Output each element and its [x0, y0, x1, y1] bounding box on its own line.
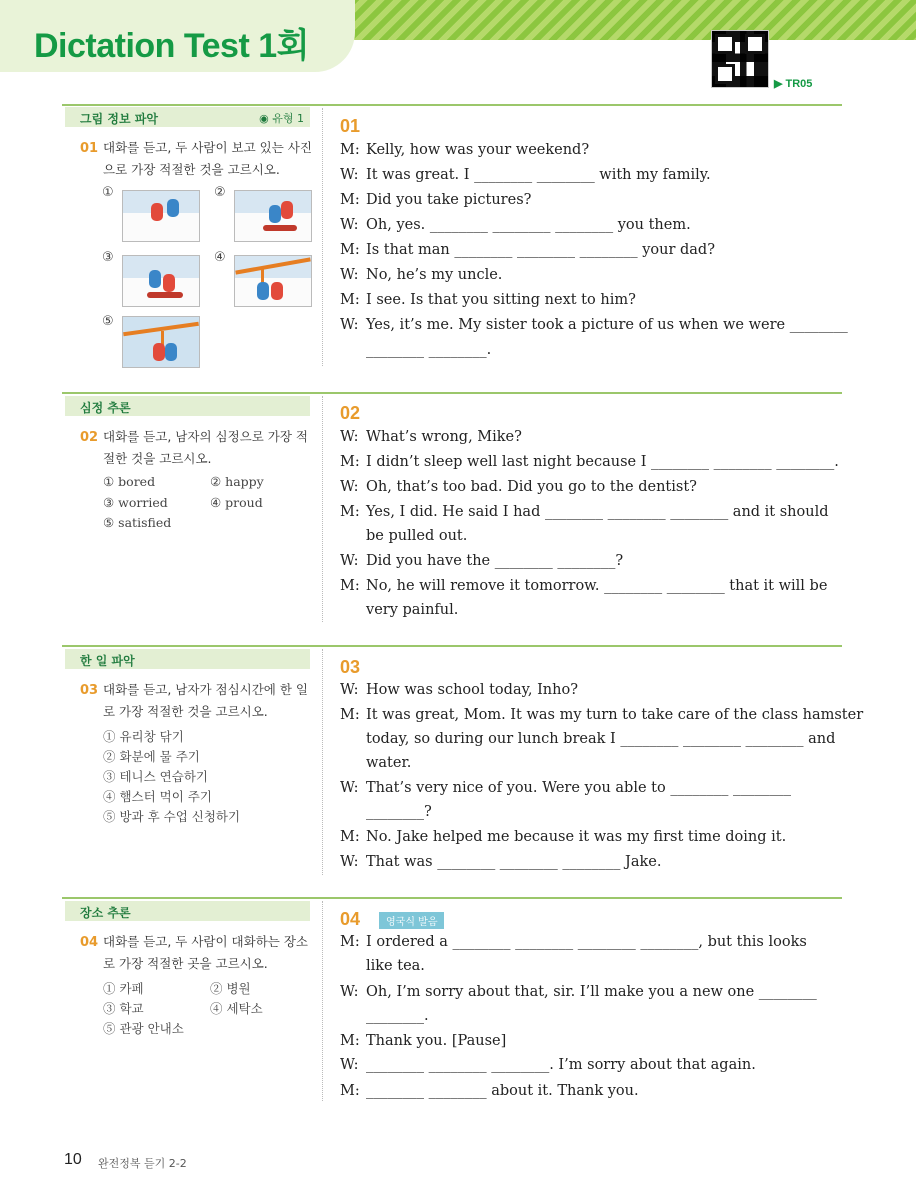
speaker-label: W: [340, 854, 359, 870]
dialogue-text: Oh, I’m sorry about that, sir. I’ll make you a new one ________ [366, 984, 817, 1000]
column-divider [322, 901, 323, 1101]
dialogue-text: What’s wrong, Mike? [366, 429, 522, 445]
speaker-label: M: [340, 292, 360, 308]
option[interactable]: ④ 세탁소 [210, 1001, 263, 1016]
option-number: ③ [102, 250, 114, 265]
dialogue-text: It was great. I ________ ________ with my family. [366, 167, 711, 183]
book-title: 완전정복 듣기 2-2 [98, 1157, 187, 1170]
dialogue-text: No. Jake helped me because it was my first time doing it. [366, 829, 787, 845]
dialogue-text: like tea. [366, 958, 425, 974]
question-number: 01 [80, 141, 99, 156]
header-stripes [300, 0, 916, 40]
speaker-label: W: [340, 267, 359, 283]
picture-option-1[interactable] [122, 190, 200, 242]
dialogue-text: be pulled out. [366, 528, 468, 544]
speaker-label: M: [340, 829, 360, 845]
dialogue-number: 01 [340, 116, 361, 136]
option[interactable]: ⑤ 관광 안내소 [103, 1021, 184, 1036]
speaker-label: M: [340, 707, 360, 723]
question-text: 대화를 듣고, 남자의 심정으로 가장 적절한 것을 고르시오. [103, 429, 308, 466]
speaker-label: W: [340, 1057, 359, 1073]
picture-option-2[interactable] [234, 190, 312, 242]
dialogue-text: Yes, I did. He said I had ________ ________ ________ and it should [366, 504, 829, 520]
dialogue-number: 03 [340, 657, 361, 677]
option[interactable]: ④ proud [210, 495, 263, 510]
speaker-label: W: [340, 780, 359, 796]
question-number: 02 [80, 430, 99, 445]
dialogue-text: Is that man ________ ________ ________ your dad? [366, 242, 715, 258]
option[interactable]: ⑤ 방과 후 수업 신청하기 [103, 809, 241, 824]
dialogue-text: very painful. [366, 602, 459, 618]
speaker-label: W: [340, 217, 359, 233]
dialogue-text: water. [366, 755, 412, 771]
speaker-label: M: [340, 142, 360, 158]
page-number: 10 [64, 1151, 82, 1168]
option[interactable]: ③ 학교 [103, 1001, 144, 1016]
question-number: 04 [80, 935, 99, 950]
option[interactable]: ③ worried [103, 495, 168, 510]
dialogue-text: Kelly, how was your weekend? [366, 142, 590, 158]
speaker-label: W: [340, 429, 359, 445]
option[interactable]: ④ 햄스터 먹이 주기 [103, 789, 212, 804]
speaker-label: W: [340, 553, 359, 569]
picture-option-4[interactable] [234, 255, 312, 307]
dialogue-text: Thank you. [Pause] [366, 1033, 507, 1049]
speaker-label: W: [340, 682, 359, 698]
picture-option-5[interactable] [122, 316, 200, 368]
option[interactable]: ① 카페 [103, 981, 144, 996]
option-number: ① [102, 185, 114, 200]
dialogue-text: That was ________ ________ ________ Jake. [366, 854, 662, 870]
dialogue-number: 04 [340, 909, 361, 929]
dialogue-text: I didn’t sleep well last night because I ________ ________ ________. [366, 454, 839, 470]
column-divider [322, 108, 323, 366]
dialogue-text: That’s very nice of you. Were you able to ________ ________ [366, 780, 791, 796]
speaker-label: M: [340, 242, 360, 258]
dialogue-text: Yes, it’s me. My sister took a picture of us when we were ________ [366, 317, 848, 333]
speaker-label: W: [340, 167, 359, 183]
option[interactable]: ② happy [210, 474, 264, 489]
question-number: 03 [80, 683, 99, 698]
speaker-label: W: [340, 984, 359, 1000]
speaker-label: M: [340, 454, 360, 470]
option-number: ⑤ [102, 314, 114, 329]
dialogue-text: I see. Is that you sitting next to him? [366, 292, 636, 308]
dialogue-text: Oh, that’s too bad. Did you go to the dentist? [366, 479, 697, 495]
question-text: 대화를 듣고, 남자가 점심시간에 한 일로 가장 적절한 것을 고르시오. [103, 682, 308, 719]
question-type-label: 그림 정보 파악 [80, 112, 158, 126]
dialogue-text: ________ ________. [366, 342, 492, 358]
question-type-label: 장소 추론 [80, 906, 131, 920]
column-divider [322, 649, 323, 875]
accent-tag: 영국식 발음 [379, 912, 444, 929]
speaker-label: M: [340, 1083, 360, 1099]
column-divider [322, 396, 323, 622]
option[interactable]: ② 화분에 물 주기 [103, 749, 200, 764]
option[interactable]: ② 병원 [210, 981, 251, 996]
option[interactable]: ① 유리창 닦기 [103, 729, 184, 744]
option-number: ④ [214, 250, 226, 265]
dialogue-text: No, he will remove it tomorrow. ________ ________ that it will be [366, 578, 828, 594]
dialogue-text: ________? [366, 804, 432, 820]
dialogue-text: It was great, Mom. It was my turn to take care of the class hamster [366, 707, 864, 723]
section-divider [62, 645, 842, 647]
dialogue-text: Oh, yes. ________ ________ ________ you them. [366, 217, 691, 233]
type-badge: ◉ 유형 1 [259, 112, 304, 125]
speaker-label: M: [340, 1033, 360, 1049]
question-text: 대화를 듣고, 두 사람이 보고 있는 사진으로 가장 적절한 것을 고르시오. [103, 140, 312, 177]
speaker-label: W: [340, 479, 359, 495]
speaker-label: W: [340, 317, 359, 333]
speaker-label: M: [340, 192, 360, 208]
speaker-label: M: [340, 578, 360, 594]
page-title: Dictation Test 1회 [34, 27, 309, 65]
question-text: 대화를 듣고, 두 사람이 대화하는 장소로 가장 적절한 곳을 고르시오. [103, 934, 308, 971]
dialogue-text: today, so during our lunch break I ________ ________ ________ and [366, 731, 836, 747]
speaker-label: M: [340, 504, 360, 520]
dialogue-number: 02 [340, 403, 361, 423]
dialogue-text: Did you take pictures? [366, 192, 532, 208]
question-type-label: 한 일 파악 [80, 654, 135, 668]
speaker-label: M: [340, 934, 360, 950]
dialogue-text: How was school today, Inho? [366, 682, 578, 698]
option[interactable]: ① bored [103, 474, 156, 489]
section-divider [62, 897, 842, 899]
section-divider [62, 104, 842, 106]
dialogue-text: ________ ________ ________. I’m sorry about that again. [366, 1057, 756, 1073]
track-label: ▶ TR05 [774, 78, 813, 90]
section-divider [62, 392, 842, 394]
option[interactable]: ③ 테니스 연습하기 [103, 769, 208, 784]
question-type-label: 심정 추론 [80, 401, 131, 415]
dialogue-text: ________ ________ about it. Thank you. [366, 1083, 639, 1099]
dialogue-text: ________. [366, 1008, 429, 1024]
qr-code-icon[interactable] [711, 30, 769, 88]
option-number: ② [214, 185, 226, 200]
option[interactable]: ⑤ satisfied [103, 515, 172, 530]
dialogue-text: I ordered a ________ ________ ________ ________, but this looks [366, 934, 807, 950]
picture-option-3[interactable] [122, 255, 200, 307]
dialogue-text: Did you have the ________ ________? [366, 553, 624, 569]
dialogue-text: No, he’s my uncle. [366, 267, 503, 283]
